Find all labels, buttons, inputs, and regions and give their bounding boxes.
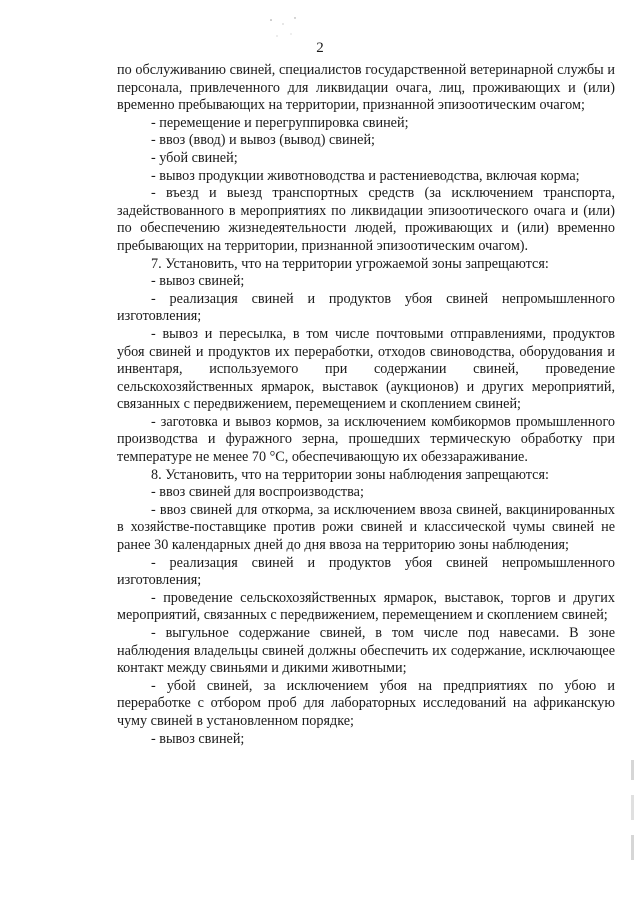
list-item: - въезд и выезд транспортных средств (за исключением транспорта, задействованного в мероприятиях по ликвидации эпизоотического очага и (или) по обеспечению жизнедеятельности людей, проживающих и (или) временно пребывающих на территории, признанной эпизоотическим очагом). bbox=[117, 185, 615, 254]
list-item: - проведение сельскохозяйственных ярмарок, выставок, торгов и других мероприятий, связанных с передвижением, перемещением и скоплением свиней; bbox=[117, 589, 615, 624]
list-item: - убой свиней; bbox=[151, 149, 238, 166]
list-item: - вывоз продукции животноводства и растениеводства, включая корма; bbox=[151, 167, 580, 184]
section-heading-7: 7. Установить, что на территории угрожаемой зоны запрещаются: bbox=[151, 255, 549, 272]
list-item: - ввоз свиней для воспроизводства; bbox=[151, 484, 364, 501]
paragraph: по обслуживанию свиней, специалистов государственной ветеринарной службы и персонала, привлеченного для ликвидации очага, лиц, проживающих и (или) временно пребывающих на территории, признанной эпизоотическим очагом; bbox=[117, 62, 615, 114]
list-item: - вывоз свиней; bbox=[151, 730, 245, 747]
section-heading-8: 8. Установить, что на территории зоны наблюдения запрещаются: bbox=[151, 466, 549, 483]
scan-margin-mark bbox=[631, 760, 634, 860]
list-item: - вывоз и пересылка, в том числе почтовыми отправлениями, продуктов убоя свиней и продуктов их переработки, отходов свиноводства, оборудования и инвентаря, используемого при содержании свиней, проведение сельскохозяйственных ярмарок, выставок (аукционов) и других мероприятий, связанных с передвижением, перемещением и скоплением свиней; bbox=[117, 325, 615, 413]
list-item: - вывоз свиней; bbox=[151, 273, 245, 290]
list-item: - ввоз (ввод) и вывоз (вывод) свиней; bbox=[151, 132, 375, 149]
document-body bbox=[117, 62, 615, 748]
list-item: - реализация свиней и продуктов убоя свиней непромышленного изготовления; bbox=[117, 554, 615, 589]
list-item: - убой свиней, за исключением убоя на предприятиях по убою и переработке с отбором проб для лабораторных исследований на африканскую чуму свиней в установленном порядке; bbox=[117, 677, 615, 729]
list-item: - перемещение и перегруппировка свиней; bbox=[151, 114, 409, 131]
list-item: - реализация свиней и продуктов убоя свиней непромышленного изготовления; bbox=[117, 290, 615, 325]
page-number: 2 bbox=[316, 40, 324, 56]
list-item: - выгульное содержание свиней, в том числе под навесами. В зоне наблюдения владельцы свиней должны обеспечить их содержание, исключающее контакт между свиньями и дикими животными; bbox=[117, 625, 615, 677]
list-item: - ввоз свиней для откорма, за исключением ввоза свиней, вакцинированных в хозяйстве-поставщике против рожи свиней и классической чумы свиней не ранее 30 календарных дней до дня ввоза на территорию зоны наблюдения; bbox=[117, 501, 615, 554]
list-item: - заготовка и вывоз кормов, за исключением комбикормов промышленного производства и фуражного зерна, прошедших термическую обработку при температуре не менее 70 °С, обеспечивающую их обеззараживание. bbox=[117, 413, 615, 466]
